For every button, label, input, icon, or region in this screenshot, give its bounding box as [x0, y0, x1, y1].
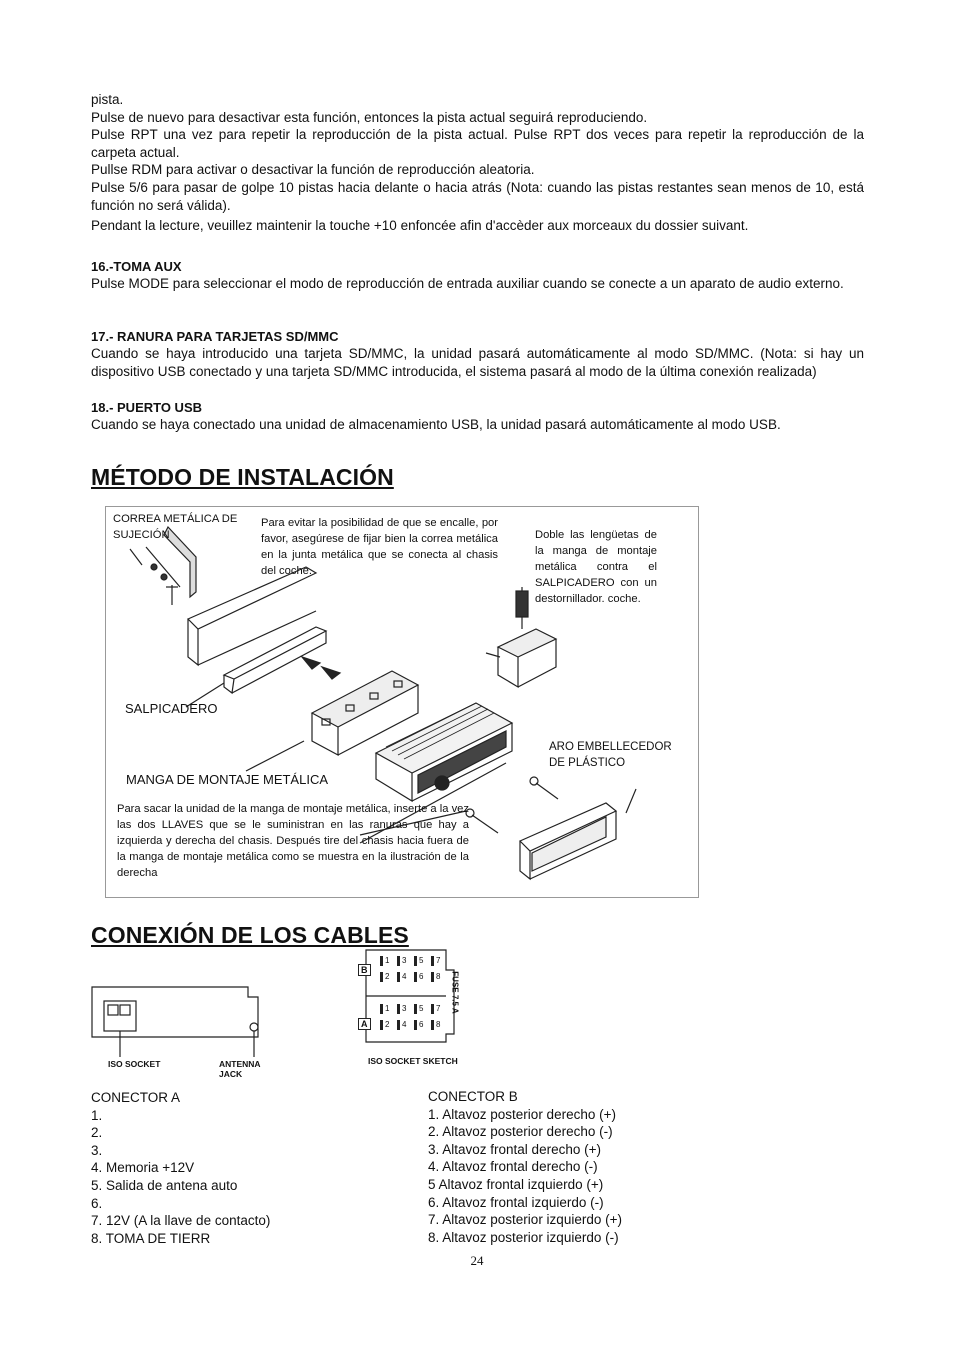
connector-a: [91, 1089, 391, 1247]
pin-number: 3: [402, 956, 407, 965]
intro-line: Pulse de nuevo para desactivar esta función, entonces la pista actual seguirá reproduciendo.: [91, 109, 648, 125]
section-body: Cuando se haya conectado una unidad de almacenamiento USB, la unidad pasará automáticamente al modo USB.: [91, 417, 781, 432]
list-item: 1.: [91, 1107, 103, 1123]
label-ring: ARO EMBELLECEDOR DE PLÁSTICO: [549, 741, 672, 769]
pin-number: 4: [402, 1020, 407, 1029]
intro-line: Pulse RPT una vez para repetir la reproducción de la pista actual. Pulse RPT dos veces para repetir la reproducción de la carpeta actual.: [91, 127, 864, 160]
note-strap: Para evitar la posibilidad de que se encalle, por favor, asegúrese de fijar bien la correa metálica en la junta metálica que se conecta al chasis del coche.: [261, 517, 498, 577]
intro-line: Pulse 5/6 para pasar de golpe 10 pistas hacia delante o hacia atrás (Nota: cuando las pistas restantes sean menos de 10, está función no será válida).: [91, 179, 864, 213]
page-number: 24: [470, 1253, 484, 1268]
pin-number: 6: [419, 1020, 424, 1029]
pin-number: 7: [436, 956, 441, 965]
pin-number: 1: [385, 956, 390, 965]
section-ranura-sd: [91, 328, 864, 380]
list-item: 3.: [91, 1142, 103, 1158]
list-item: 6. Altavoz frontal izquierdo (-): [428, 1194, 604, 1210]
fuse-label: FUSE 7.5 A: [450, 971, 460, 1014]
pin-number: 5: [419, 956, 424, 965]
pin-number: 4: [402, 972, 407, 981]
connector-a-title: CONECTOR A: [91, 1090, 181, 1105]
note-bend: Doble las lengüetas de la manga de montaje metálica contra el SALPICADERO con un destornillador. coche.: [535, 529, 657, 605]
intro-line: Pullse RDM para activar o desactivar la función de reproducción aleatoria.: [91, 162, 535, 178]
cables-heading: CONEXIÓN DE LOS CABLES: [91, 922, 409, 948]
list-item: 7. 12V (A la llave de contacto): [91, 1213, 271, 1229]
list-item: 7. Altavoz posterior izquierdo (+): [428, 1212, 622, 1228]
section-title: 17.- RANURA PARA TARJETAS SD/MMC: [91, 329, 339, 344]
list-item: 4. Memoria +12V: [91, 1160, 195, 1176]
pin-number: 8: [436, 972, 441, 981]
pin-number: 2: [385, 972, 390, 981]
label-dash: SALPICADERO: [125, 701, 218, 716]
section-title: 18.- PUERTO USB: [91, 400, 203, 415]
section-title: 16.-TOMA AUX: [91, 259, 182, 274]
section-body: Pulse MODE para seleccionar el modo de reproducción de entrada auxiliar cuando se conecte a un aparato de audio externo.: [91, 276, 844, 291]
intro-text: [91, 91, 864, 235]
section-toma-aux: [91, 258, 864, 293]
list-item: 4. Altavoz frontal derecho (-): [428, 1159, 598, 1175]
list-item: 2.: [91, 1125, 103, 1141]
iso-sketch-label: ISO SOCKET SKETCH: [368, 1056, 458, 1066]
antenna-jack-label: ANTENNA JACK: [219, 1059, 261, 1079]
pin-number: 1: [385, 1004, 390, 1013]
list-item: 5. Salida de antena auto: [91, 1177, 238, 1193]
pin-grid: [380, 956, 434, 1030]
block-b-label: B: [358, 964, 371, 976]
iso-socket-label: ISO SOCKET: [108, 1059, 161, 1069]
connector-b-title: CONECTOR B: [428, 1089, 518, 1104]
list-item: 3. Altavoz frontal derecho (+): [428, 1141, 601, 1157]
list-item: 1. Altavoz posterior derecho (+): [428, 1106, 616, 1122]
section-puerto-usb: [91, 399, 864, 434]
intro-line: pista.: [91, 92, 124, 107]
list-item: 5 Altavoz frontal izquierdo (+): [428, 1176, 604, 1192]
block-a-label: A: [358, 1018, 371, 1030]
section-body: Cuando se haya introducido una tarjeta SD/MMC, la unidad pasará automáticamente al modo SD/MMC. (Nota: si hay un dispositivo USB conectado y una tarjeta SD/MMC introducida, el sistema pasará al modo de la última conexión realizada): [91, 346, 864, 379]
label-sleeve: MANGA DE MONTAJE METÁLICA: [126, 772, 329, 787]
connector-b: [428, 1088, 788, 1246]
list-item: 6.: [91, 1195, 103, 1211]
installation-figure: [105, 506, 699, 898]
iso-sketch-figure: [350, 946, 470, 1068]
intro-line: Pendant la lecture, veuillez maintenir la touche +10 enfoncée afin d'accèder aux morceaux du dossier suivant.: [91, 218, 749, 234]
pin-number: 2: [385, 1020, 390, 1029]
pin-number: 8: [436, 1020, 441, 1029]
pin-number: 5: [419, 1004, 424, 1013]
pin-number: 7: [436, 1004, 441, 1013]
rear-view-figure: [90, 985, 266, 1079]
label-strap: CORREA METÁLICA DE SUJECIÓN: [113, 513, 238, 541]
pin-number: 6: [419, 972, 424, 981]
pin-number: 3: [402, 1004, 407, 1013]
note-remove: Para sacar la unidad de la manga de montaje metálica, inserte a la vez las dos LLAVES que se le suministran en las ranuras que hay a izquierda y derecha del chasis. Después tire del chasis hacia fuera de la manga de montaje metálica como se muestra en la ilustración de la derecha: [117, 803, 469, 879]
install-heading: MÉTODO DE INSTALACIÓN: [91, 464, 394, 490]
list-item: 8. TOMA DE TIERR: [91, 1230, 211, 1246]
list-item: 2. Altavoz posterior derecho (-): [428, 1124, 613, 1140]
list-item: 8. Altavoz posterior izquierdo (-): [428, 1229, 619, 1245]
